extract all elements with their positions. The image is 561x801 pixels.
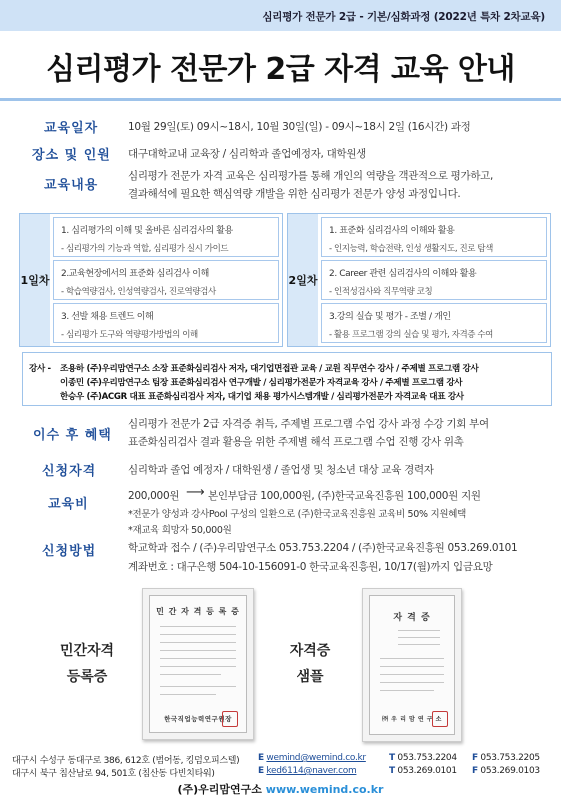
email-row-2: E ked6114@naver.com (258, 766, 357, 776)
instructor-row: 조용하 (주)우리맘연구소 소장 표준화심리검사 저자, 대기업면접관 교육 / 교원 직무연수 강사 / 주제별 프로그램 강사 (60, 364, 479, 374)
title-underline (0, 98, 561, 101)
instructors-prefix: 강사 - (29, 364, 51, 374)
address-2: 대구시 북구 침산남로 94, 501호 (침산동 다빈치타워) (12, 769, 215, 779)
fee-label: 교육비 (48, 497, 89, 512)
benefit-line-1: 심리평가 전문가 2급 자격증 취득, 주제별 프로그램 수업 강사 과정 수강 기회 부여 (128, 418, 489, 430)
fee-note-2: *재교육 희망자 50,000원 (128, 525, 232, 536)
benefit-label: 이수 후 혜택 (33, 428, 112, 443)
day1-item (53, 217, 279, 257)
email-row-1: E wemind@wemind.co.kr (258, 753, 366, 763)
instructors-box (22, 352, 552, 406)
schedule-label: 교육일자 (44, 121, 99, 136)
apply-label: 신청방법 (42, 544, 97, 559)
day1-item-title: 2.교육현장에서의 표준화 심리검사 이해 (61, 269, 209, 279)
day2-item-sub: - 인적성검사와 직무역량 코칭 (329, 287, 433, 297)
registration-certificate-image (142, 588, 254, 740)
day1-item (53, 260, 279, 300)
content-line-2: 결과해석에 필요한 핵심역량 개발을 위한 심리평가 전문가 양성 과정입니다. (128, 188, 461, 200)
day2-item (321, 303, 547, 343)
day1-item-title: 3. 선발 채용 트렌드 이해 (61, 312, 154, 322)
email-link[interactable]: wemind@wemind.co.kr (266, 753, 366, 763)
company-brand (0, 781, 561, 797)
apply-line-2: 계좌번호 : 대구은행 504-10-156091-0 한국교육진흥원, 10/17(월)까지 입금요망 (128, 561, 493, 573)
seal-stamp-icon (432, 711, 448, 727)
instructor-row: 이종민 (주)우리맘연구소 팀장 표준화심리검사 연구개발 / 심리평가전문가 자격교육 강사 / 주제별 프로그램 강사 (60, 378, 463, 388)
registration-doc-footer: 한국직업능력연구원장 (164, 715, 232, 723)
website-link[interactable]: www.wemind.co.kr (265, 783, 384, 796)
fee-amount: 200,000원 (128, 490, 180, 502)
arrow-icon: ⟶ (186, 485, 205, 500)
email-link[interactable]: ked6114@naver.com (266, 766, 357, 776)
registration-caption: 민간자격 등록증 (59, 643, 115, 685)
registration-doc-title: 민 간 자 격 등 록 증 (156, 607, 240, 616)
day2-item-title: 1. 표준화 심리검사의 이해와 활용 (329, 226, 455, 236)
day1-panel (19, 213, 283, 347)
qualification-value: 심리학과 졸업 예정자 / 대학원생 / 졸업생 및 청소년 대상 교육 경력자 (128, 464, 434, 476)
company-name: (주)우리맘연구소 (177, 783, 262, 796)
day2-item (321, 260, 547, 300)
sample-caption: 자격증 샘플 (289, 643, 331, 685)
benefit-line-2: 표준화심리검사 결과 활용을 위한 주제별 해석 프로그램 수업 진행 강사 위촉 (128, 436, 464, 448)
fax-row-1: F 053.753.2205 (472, 753, 540, 763)
certificate-sample-image (362, 588, 462, 742)
day2-panel (287, 213, 551, 347)
day1-item (53, 303, 279, 343)
page-title: 심리평가 전문가 2급 자격 교육 안내 (46, 52, 515, 87)
day1-item-sub: - 심리평가의 기능과 역할, 심리평가 실시 가이드 (61, 244, 229, 254)
qualification-label: 신청자격 (42, 464, 97, 479)
day2-item-sub: - 활용 프로그램 강의 실습 및 평가, 자격증 수여 (329, 330, 493, 340)
day1-item-sub: - 학습역량검사, 인성역량검사, 진로역량검사 (61, 287, 216, 297)
day1-item-sub: - 심리평가 도구와 역량평가방법의 이해 (61, 330, 198, 340)
day1-label: 1일차 (20, 214, 50, 346)
day2-item-title: 2. Career 관련 심리검사의 이해와 활용 (329, 269, 477, 279)
place-label: 장소 및 인원 (32, 148, 111, 163)
tel-row-1: T 053.753.2204 (389, 753, 457, 763)
sample-doc-footer: ㈜ 우 리 맘 연 구 소 (382, 716, 442, 723)
place-value: 대구대학교내 교육장 / 심리학과 졸업예정자, 대학원생 (128, 148, 367, 160)
day2-label: 2일차 (288, 214, 318, 346)
fee-detail: 본인부담금 100,000원, (주)한국교육진흥원 100,000원 지원 (208, 490, 481, 502)
course-subtitle: 심리평가 전문가 2급 - 기본/심화과정 (2022년 특차 2차교육) (262, 11, 545, 23)
day2-item (321, 217, 547, 257)
day2-item-title: 3.강의 실습 및 평가 - 조별 / 개인 (329, 312, 451, 322)
schedule-value: 10월 29일(토) 09시~18시, 10월 30일(일) - 09시~18시 2일 (16시간) 과정 (128, 121, 471, 133)
seal-stamp-icon (222, 711, 238, 727)
day2-item-sub: - 인지능력, 학습전략, 인성 생활지도, 진로 탐색 (329, 244, 493, 254)
tel-row-2: T 053.269.0101 (389, 766, 457, 776)
fax-row-2: F 053.269.0103 (472, 766, 540, 776)
day1-item-title: 1. 심리평가의 이해 및 올바른 심리검사의 활용 (61, 226, 233, 236)
content-label: 교육내용 (44, 178, 99, 193)
instructor-row: 한승우 (주)ACGR 대표 표준화심리검사 저자, 대기업 채용 평가시스템개발 / 심리평가전문가 자격교육 대표 강사 (60, 392, 464, 402)
address-1: 대구시 수성구 동대구로 386, 612호 (범어동, 킹덤오피스텔) (12, 756, 240, 766)
fee-note-1: *전문가 양성과 강사Pool 구성의 일환으로 (주)한국교육진흥원 교육비 50% 지원혜택 (128, 509, 467, 520)
apply-line-1: 학교학과 접수 / (주)우리맘연구소 053.753.2204 / (주)한국교육진흥원 053.269.0101 (128, 542, 518, 554)
content-line-1: 심리평가 전문가 자격 교육은 심리평가를 통해 개인의 역량을 객관적으로 평가하고, (128, 170, 494, 182)
sample-doc-title: 자 격 증 (393, 613, 431, 623)
